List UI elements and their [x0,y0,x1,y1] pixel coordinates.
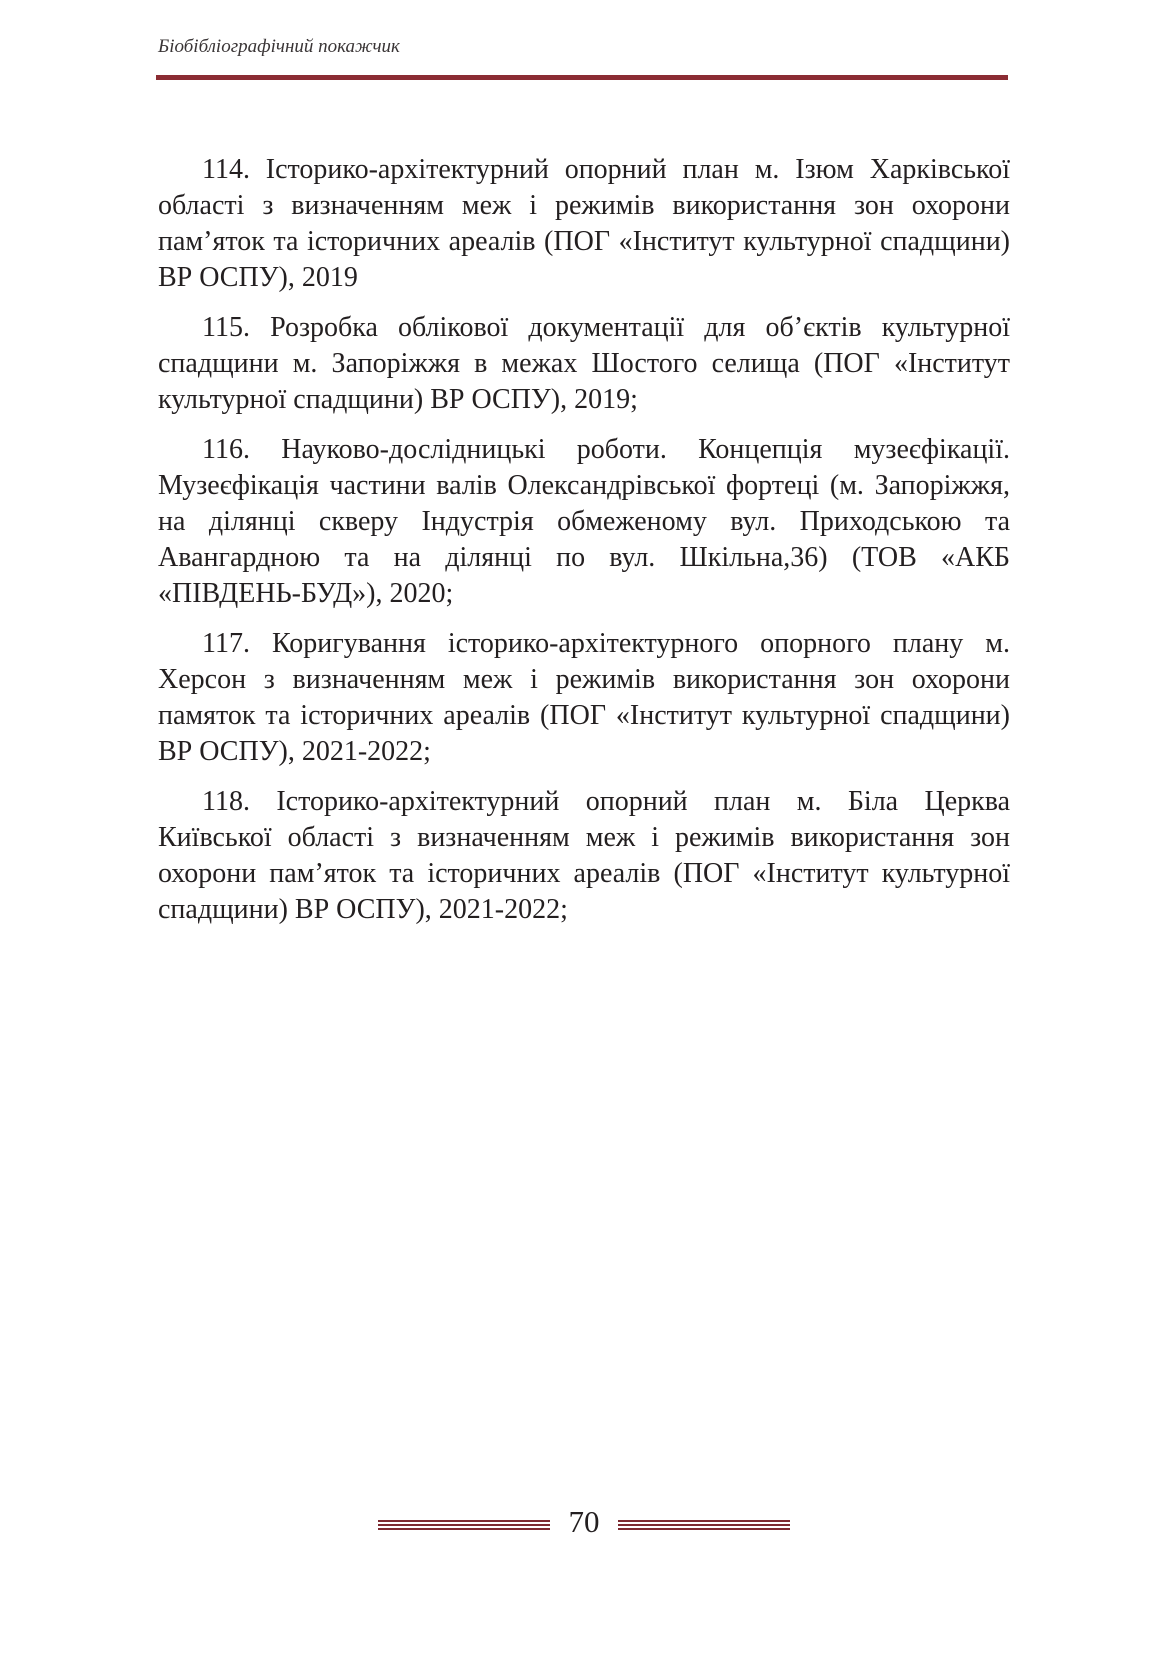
page-footer [0,1500,1166,1550]
bibliography-list [158,152,1010,942]
footer-ornament-left [378,1520,550,1531]
bibliography-entry-114: 114. Історико-архітектурний опорний план м. Ізюм Харківської області з визначенням меж і режимів використання зон охорони пам’яток та історичних ареалів (ПОГ «Інститут культурної спадщини) ВР ОСПУ), 2019 [158,154,1010,293]
header-rule [156,75,1008,80]
footer-ornament-right [618,1520,790,1531]
bibliography-entry-116: 116. Науково-дослідницькі роботи. Концепція музеєфікації. Музеєфікація частини валів Олександрівської фортеці (м. Запоріжжя, на ділянці скверу Індустрія обмеженому вул. Приходською та Авангардною та на ділянці по вул. Шкільна,36) (ТОВ «АКБ «ПІВДЕНЬ-БУД»), 2020; [158,434,1010,609]
bibliography-entry-117: 117. Коригування історико-архітектурного опорного плану м. Херсон з визначенням меж і режимів використання зон охорони памяток та історичних ареалів (ПОГ «Інститут культурної спадщини) ВР ОСПУ), 2021-2022; [158,628,1010,767]
running-header: Біобібліографічний покажчик [158,36,400,57]
bibliography-entry-118: 118. Історико-архітектурний опорний план м. Біла Церква Київської області з визначенням меж і режимів використання зон охорони пам’яток та історичних ареалів (ПОГ «Інститут культурної спадщини) ВР ОСПУ), 2021-2022; [158,786,1010,925]
bibliography-entry-115: 115. Розробка облікової документації для об’єктів культурної спадщини м. Запоріжжя в межах Шостого селища (ПОГ «Інститут культурної спадщини) ВР ОСПУ), 2019; [158,312,1010,415]
page-number: 70 [568,1504,600,1539]
